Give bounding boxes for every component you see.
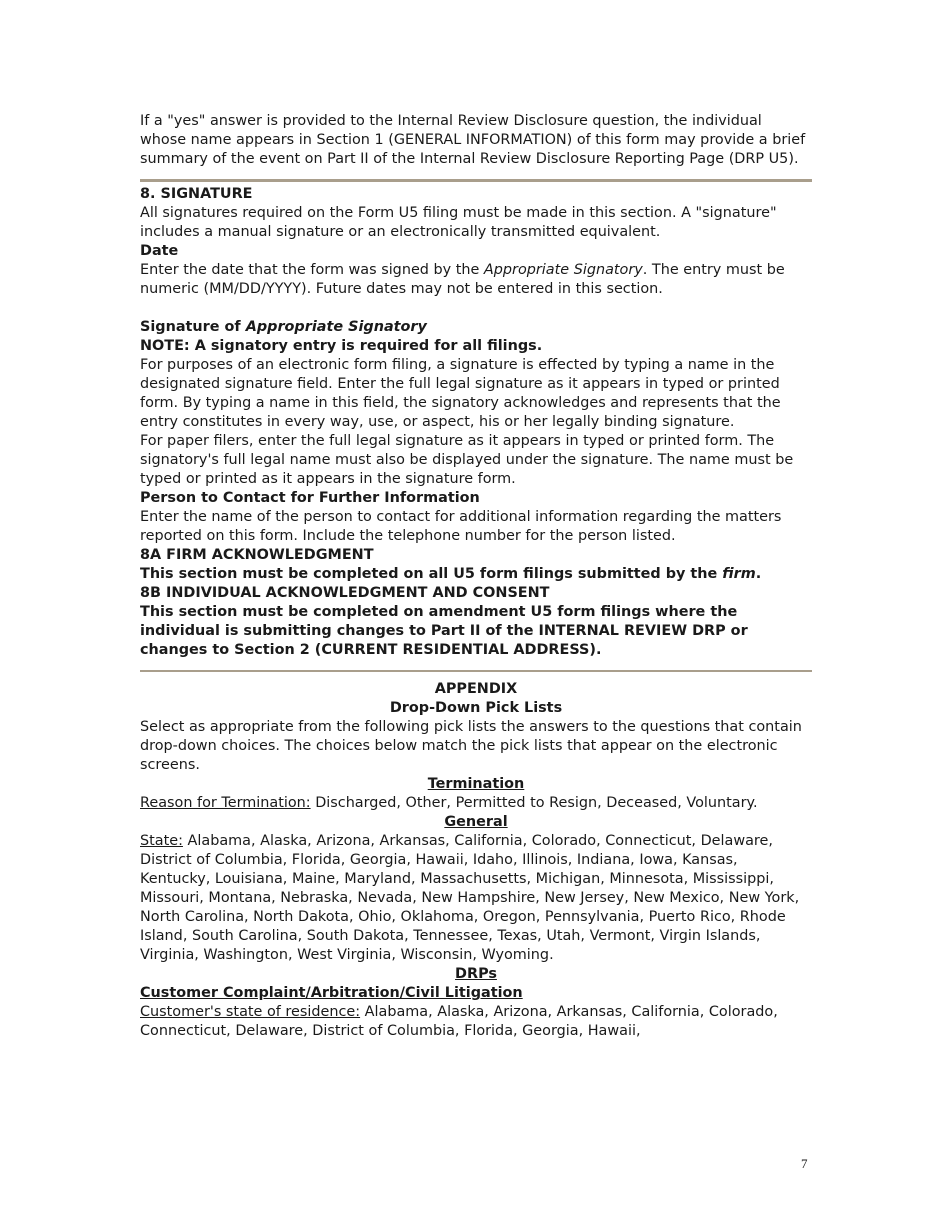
state-list	[140, 832, 812, 965]
firm-ack-tail: .	[755, 566, 762, 582]
section-divider	[140, 179, 812, 182]
individual-ack-heading: 8B INDIVIDUAL ACKNOWLEDGMENT AND CONSENT	[140, 585, 550, 601]
firm-ack-body	[140, 565, 812, 584]
date-body-tail: . The entry must be numeric (MM/DD/YYYY). Future dates may not be entered in this section.	[140, 262, 785, 297]
electronic-filing-paragraph: For purposes of an electronic form filing, a signature is effected by typing a name in the designated signature field. Enter the full legal signature as it appears in typed or printed form. By typing a name in this field, the signatory acknowledges and represents that the entry constitutes in every way, use, or aspect, his or her legally binding signature.	[140, 357, 781, 430]
intro-paragraph: If a "yes" answer is provided to the Internal Review Disclosure question, the individual whose name appears in Section 1 (GENERAL INFORMATION) of this form may provide a brief summary of the event on Part II of the Internal Review Disclosure Reporting Page (DRP U5).	[140, 113, 806, 167]
appendix-title: APPENDIX	[434, 681, 518, 697]
appendix-subtitle: Drop-Down Pick Lists	[389, 700, 563, 716]
signature-of-italic: Appropriate Signatory	[245, 319, 427, 335]
individual-ack-body: This section must be completed on amendment U5 form filings where the individual is submitting changes to Part II of the INTERNAL REVIEW DRP or changes to Section 2 (CURRENT RESIDENTIAL ADDRESS).	[140, 604, 748, 658]
general-heading: General	[444, 814, 508, 830]
firm-ack-heading: 8A FIRM ACKNOWLEDGMENT	[140, 547, 374, 563]
residence-list	[140, 1003, 812, 1041]
customer-complaint-heading: Customer Complaint/Arbitration/Civil Litigation	[140, 985, 523, 1001]
termination-heading: Termination	[427, 776, 525, 792]
appendix-divider	[140, 670, 812, 672]
signature-of-text: Signature of	[140, 319, 246, 335]
termination-label: Reason for Termination:	[140, 795, 311, 811]
residence-label: Customer's state of residence:	[140, 1004, 361, 1020]
drps-heading: DRPs	[455, 966, 497, 982]
signature-body: All signatures required on the Form U5 filing must be made in this section. A "signature" includes a manual signature or an electronically transmitted equivalent.	[140, 205, 777, 240]
termination-values: Discharged, Other, Permitted to Resign, Deceased, Voluntary.	[310, 795, 758, 811]
date-body-italic: Appropriate Signatory	[483, 262, 643, 278]
document-page	[140, 112, 812, 1041]
date-heading: Date	[140, 243, 179, 259]
state-label: State:	[140, 833, 183, 849]
signature-heading: 8. SIGNATURE	[140, 186, 253, 202]
page-number: 7	[801, 1156, 808, 1171]
appendix-intro: Select as appropriate from the following pick lists the answers to the questions that contain drop-down choices. The choices below match the pick lists that appear on the electronic screens.	[140, 719, 802, 773]
contact-body: Enter the name of the person to contact for additional information regarding the matters reported on this form. Include the telephone number for the person listed.	[140, 509, 782, 544]
date-body-text: Enter the date that the form was signed by the	[140, 262, 484, 278]
state-values: Alabama, Alaska, Arizona, Arkansas, California, Colorado, Connecticut, Delaware, District of Columbia, Florida, Georgia, Hawaii, Idaho, Illinois, Indiana, Iowa, Kansas, Kentucky, Louisiana, Maine, Maryland, Massachusetts, Michigan, Minnesota, Mississippi, Missouri, Montana, Nebraska, Nevada, New Hampshire, New Jersey, New Mexico, New York, North Carolina, North Dakota, Ohio, Oklahoma, Oregon, Pennsylvania, Puerto Rico, Rhode Island, South Carolina, South Dakota, Tennessee, Texas, Utah, Vermont, Virgin Islands, Virginia, Washington, West Virginia, Wisconsin, Wyoming.	[140, 833, 800, 963]
date-body	[140, 261, 812, 299]
firm-ack-italic: firm	[722, 566, 756, 582]
contact-heading: Person to Contact for Further Information	[140, 490, 480, 506]
firm-ack-text: This section must be completed on all U5 form filings submitted by the	[140, 566, 723, 582]
termination-list	[140, 794, 812, 813]
signature-of-heading	[140, 318, 812, 337]
signatory-note: NOTE: A signatory entry is required for all filings.	[140, 338, 543, 354]
residence-values: Alabama, Alaska, Arizona, Arkansas, California, Colorado, Connecticut, Delaware, District of Columbia, Florida, Georgia, Hawaii,	[140, 1004, 778, 1039]
paper-filing-paragraph: For paper filers, enter the full legal signature as it appears in typed or printed form. The signatory's full legal name must also be displayed under the signature. The name must be typed or printed as it appears in the signature form.	[140, 433, 794, 487]
